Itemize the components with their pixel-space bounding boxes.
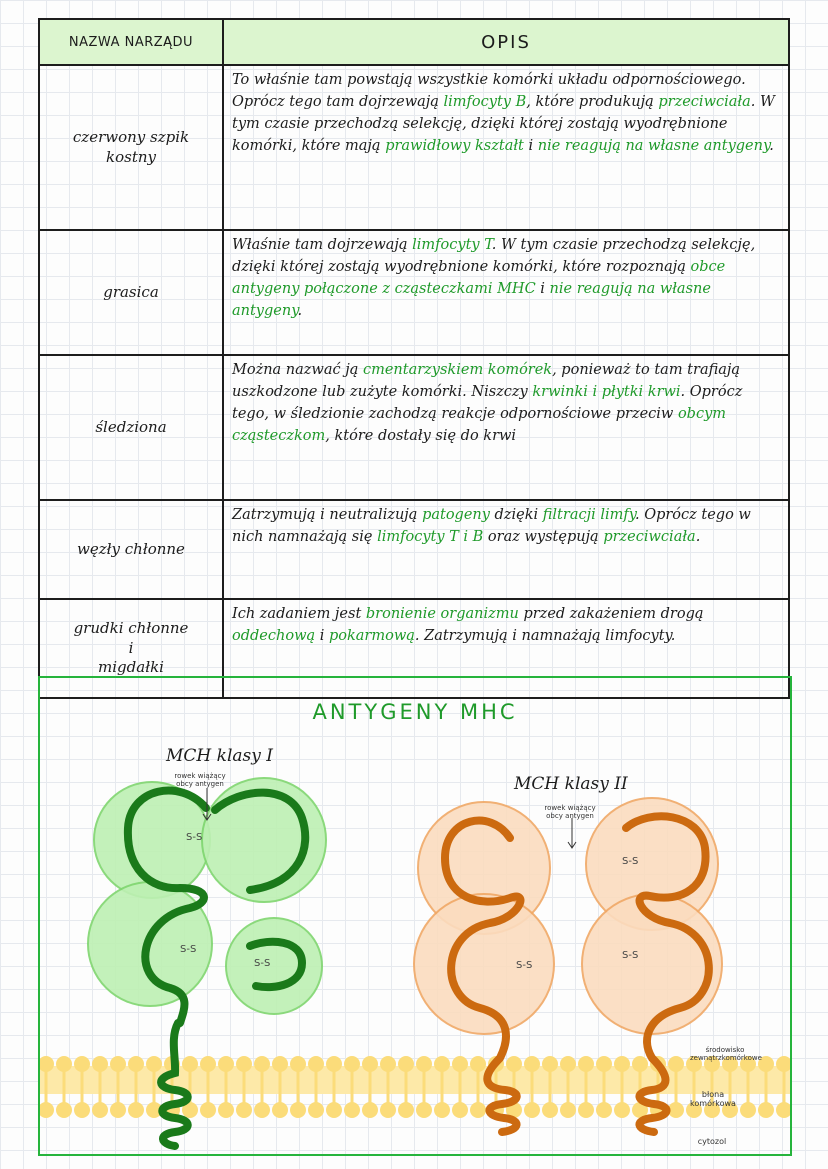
lipid-head <box>308 1102 324 1118</box>
lipid-head <box>524 1056 540 1072</box>
lipid-head <box>128 1056 144 1072</box>
lipid-head <box>434 1056 450 1072</box>
organ-name: grudki chłonne i migdałki <box>39 599 223 698</box>
lipid-head <box>470 1056 486 1072</box>
lipid-head <box>200 1056 216 1072</box>
lipid-head <box>542 1102 558 1118</box>
mhc-class-2-label: MCH klasy II <box>514 774 628 794</box>
lipid-head <box>200 1102 216 1118</box>
organ-name: śledziona <box>39 355 223 500</box>
lipid-head <box>434 1102 450 1118</box>
lipid-head <box>416 1056 432 1072</box>
lipid-head <box>632 1056 648 1072</box>
table-row <box>39 230 789 355</box>
organ-desc: Zatrzymują i neutralizują patogeny dzięki filtracji limfy. Oprócz tego w nich namnażają się limfocyty T i B oraz występują przeciwciała. <box>223 500 789 599</box>
organ-desc: Można nazwać ją cmentarzyskiem komórek, ponieważ to tam trafiają uszkodzone lub zużyte komórki. Niszczy krwinki i płytki krwi. Oprócz tego, w śledzionie zachodzą reakcje odpornościowe przeciw obcym cząsteczkom, które dostały się do krwi <box>223 355 789 500</box>
lipid-head <box>110 1102 126 1118</box>
table-row <box>39 355 789 500</box>
lipid-head <box>56 1056 72 1072</box>
groove-note: rowek wiążący obcy antygen <box>174 772 226 788</box>
organ-name: grasica <box>39 230 223 355</box>
disulfide-bond: S-S <box>254 958 271 969</box>
lipid-head <box>614 1056 630 1072</box>
lipid-head <box>128 1102 144 1118</box>
cell-membrane <box>40 1056 790 1118</box>
header-name: NAZWA NARZĄDU <box>39 19 223 65</box>
mhc-diagram <box>38 676 792 1156</box>
lipid-head <box>146 1056 162 1072</box>
lipid-head <box>596 1102 612 1118</box>
organ-name: czerwony szpik kostny <box>39 65 223 230</box>
lipid-head <box>92 1056 108 1072</box>
lipid-head <box>416 1102 432 1118</box>
lipid-head <box>596 1056 612 1072</box>
lipid-head <box>218 1056 234 1072</box>
cytosol-note: cytozol <box>697 1137 727 1146</box>
diagram-title: ANTYGENY MHC <box>312 700 518 724</box>
disulfide-bond: S-S <box>186 832 203 843</box>
lipid-head <box>506 1056 522 1072</box>
groove-note: rowek wiążący obcy antygen <box>544 804 596 820</box>
lipid-head <box>362 1102 378 1118</box>
lipid-head <box>326 1056 342 1072</box>
mhc-class-1-label: MCH klasy I <box>166 746 273 766</box>
lipid-head <box>470 1102 486 1118</box>
lipid-head <box>74 1056 90 1072</box>
lipid-head <box>668 1056 684 1072</box>
lipid-head <box>40 1102 54 1118</box>
organ-desc: Ich zadaniem jest bronienie organizmu przed zakażeniem drogą oddechową i pokarmową. Zatrzymują i namnażają limfocyty. <box>223 599 789 698</box>
lipid-head <box>398 1056 414 1072</box>
lipid-head <box>344 1056 360 1072</box>
lipid-head <box>578 1056 594 1072</box>
organ-desc: To właśnie tam powstają wszystkie komórki układu odpornościowego. Oprócz tego tam dojrzewają limfocyty B, które produkują przeciwciała. W tym czasie przechodzą selekcję, dzięki której zostają wyodrębnione komórki, które mają prawidłowy kształt i nie reagują na własne antygeny. <box>223 65 789 230</box>
lipid-head <box>254 1102 270 1118</box>
lipid-head <box>182 1056 198 1072</box>
lipid-head <box>236 1102 252 1118</box>
organ-table <box>38 18 790 699</box>
membrane-note: błona komórkowa <box>690 1090 736 1108</box>
lipid-head <box>326 1102 342 1118</box>
lipid-head <box>452 1056 468 1072</box>
lipid-head <box>290 1102 306 1118</box>
disulfide-bond: S-S <box>622 856 639 867</box>
extracellular-note: środowisko zewnątrzkomórkowe <box>690 1046 762 1062</box>
lipid-head <box>344 1102 360 1118</box>
lipid-head <box>56 1102 72 1118</box>
lipid-head <box>398 1102 414 1118</box>
disulfide-bond: S-S <box>516 960 533 971</box>
lipid-head <box>758 1102 774 1118</box>
lipid-head <box>272 1056 288 1072</box>
lipid-head <box>290 1056 306 1072</box>
lipid-head <box>578 1102 594 1118</box>
lipid-head <box>452 1102 468 1118</box>
lipid-head <box>272 1102 288 1118</box>
lipid-head <box>380 1056 396 1072</box>
organ-name: węzły chłonne <box>39 500 223 599</box>
lipid-head <box>740 1102 756 1118</box>
lipid-head <box>380 1102 396 1118</box>
lipid-head <box>542 1056 558 1072</box>
mhc-illustration <box>40 678 790 1154</box>
lipid-head <box>614 1102 630 1118</box>
lipid-head <box>74 1102 90 1118</box>
disulfide-bond: S-S <box>622 950 639 961</box>
lipid-head <box>308 1056 324 1072</box>
lipid-head <box>218 1102 234 1118</box>
disulfide-bond: S-S <box>180 944 197 955</box>
organ-desc: Właśnie tam dojrzewają limfocyty T. W tym czasie przechodzą selekcję, dzięki której zostają wyodrębnione komórki, które rozpoznają obce antygeny połączone z cząsteczkami MHC i nie reagują na własne antygeny. <box>223 230 789 355</box>
lipid-head <box>254 1056 270 1072</box>
table-row <box>39 65 789 230</box>
header-desc: OPIS <box>223 19 789 65</box>
lipid-head <box>560 1102 576 1118</box>
lipid-head <box>92 1102 108 1118</box>
lipid-head <box>524 1102 540 1118</box>
lipid-head <box>236 1056 252 1072</box>
table-row <box>39 500 789 599</box>
lipid-head <box>776 1102 790 1118</box>
lipid-head <box>110 1056 126 1072</box>
lipid-head <box>560 1056 576 1072</box>
lipid-head <box>362 1056 378 1072</box>
